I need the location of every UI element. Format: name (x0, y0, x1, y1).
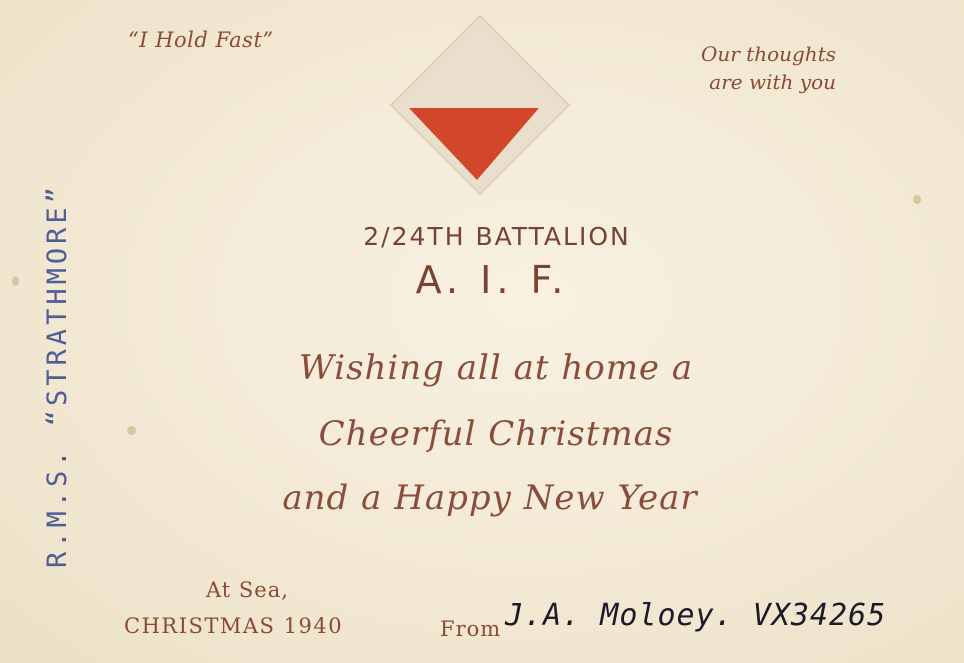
from-label: From (440, 617, 502, 641)
thoughts-line-1: Our thoughts (700, 42, 836, 66)
paper-spot (913, 195, 921, 204)
thoughts-line-2: are with you (709, 70, 836, 94)
date-text: CHRISTMAS 1940 (124, 614, 344, 638)
handwritten-ship-note: R.M.S. “STRATHMORE” (42, 183, 73, 568)
battalion-title: 2/24TH BATTALION (363, 222, 631, 251)
unit-emblem-icon (387, 12, 573, 198)
greeting-line-3: and a Happy New Year (282, 478, 698, 518)
location-text: At Sea, (206, 578, 289, 602)
signature: J.A. Moloey. VX34265 (505, 598, 887, 633)
greeting-line-2: Cheerful Christmas (318, 414, 674, 454)
thoughts-text (701, 40, 836, 96)
motto-text: “I Hold Fast” (128, 28, 274, 52)
force-title: A. I. F. (415, 258, 569, 302)
greeting-line-1: Wishing all at home a (298, 348, 694, 388)
